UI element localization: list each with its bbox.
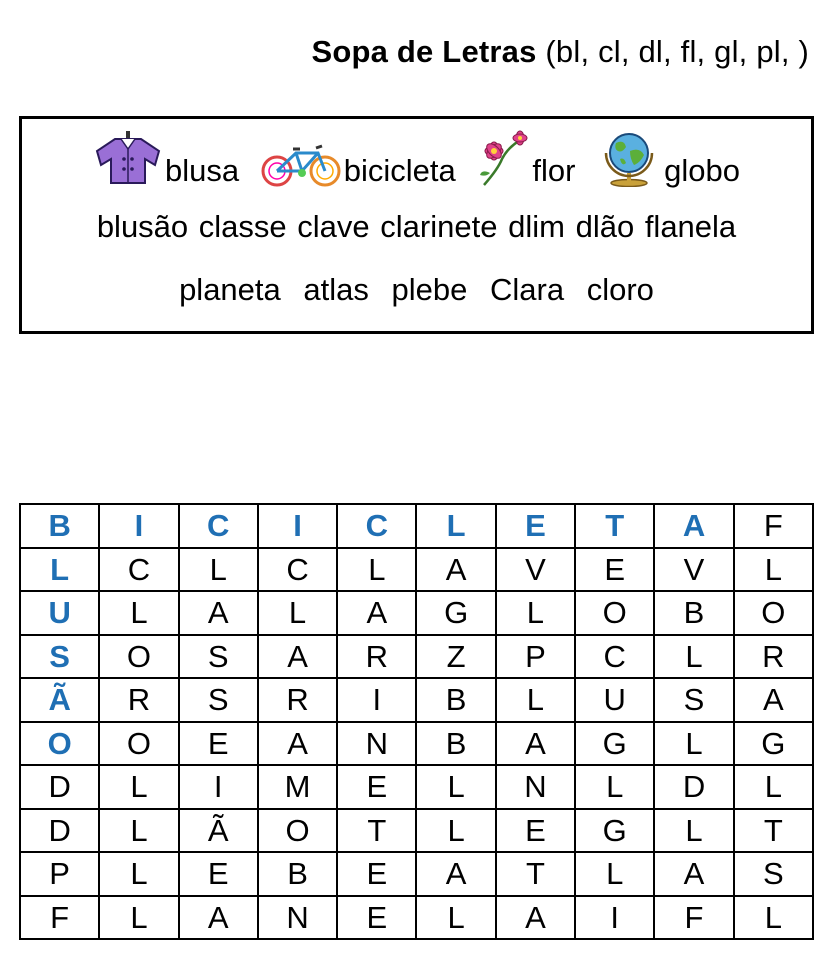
grid-cell: B <box>20 504 99 548</box>
grid-cell: L <box>20 548 99 592</box>
grid-cell: I <box>337 678 416 722</box>
grid-cell: G <box>575 722 654 766</box>
grid-cell: A <box>179 896 258 940</box>
grid-cell: A <box>496 896 575 940</box>
grid-cell: I <box>99 504 178 548</box>
grid-cell: L <box>575 852 654 896</box>
grid-cell: L <box>416 504 495 548</box>
grid-cell: R <box>337 635 416 679</box>
grid-row <box>20 591 813 635</box>
grid-cell: I <box>179 765 258 809</box>
grid-cell: B <box>416 678 495 722</box>
grid-cell: L <box>179 548 258 592</box>
word-list-item: planeta <box>179 272 281 307</box>
grid-cell: E <box>337 896 416 940</box>
grid-cell: L <box>416 765 495 809</box>
picture-word-row <box>22 129 811 197</box>
grid-cell: T <box>496 852 575 896</box>
grid-cell: T <box>575 504 654 548</box>
grid-row <box>20 635 813 679</box>
grid-cell: L <box>734 765 813 809</box>
grid-cell: B <box>416 722 495 766</box>
picture-word-label: globo <box>664 153 740 188</box>
grid-cell: N <box>496 765 575 809</box>
word-list-item: dlão <box>575 209 635 244</box>
globe-icon <box>596 131 662 187</box>
bicycle-icon <box>260 143 342 187</box>
picture-word-label: blusa <box>165 153 240 188</box>
grid-cell: E <box>179 852 258 896</box>
grid-cell: L <box>258 591 337 635</box>
picture-word-flor <box>476 129 575 187</box>
grid-row <box>20 722 813 766</box>
grid-cell: B <box>258 852 337 896</box>
grid-cell: A <box>734 678 813 722</box>
grid-cell: A <box>416 852 495 896</box>
grid-cell: P <box>496 635 575 679</box>
grid-cell: D <box>20 765 99 809</box>
grid-cell: A <box>179 591 258 635</box>
word-list-item: classe <box>198 209 287 244</box>
grid-cell: L <box>654 809 733 853</box>
grid-row <box>20 504 813 548</box>
grid-row <box>20 765 813 809</box>
grid-cell: I <box>258 504 337 548</box>
grid-cell: O <box>258 809 337 853</box>
grid-cell: F <box>734 504 813 548</box>
grid-row <box>20 896 813 940</box>
grid-row <box>20 852 813 896</box>
grid-cell: U <box>20 591 99 635</box>
grid-cell: O <box>99 722 178 766</box>
word-list-box <box>19 116 814 334</box>
grid-cell: L <box>734 896 813 940</box>
grid-cell: R <box>734 635 813 679</box>
grid-cell: A <box>416 548 495 592</box>
word-list-item: dlim <box>508 209 565 244</box>
grid-cell: T <box>337 809 416 853</box>
grid-cell: A <box>337 591 416 635</box>
grid-cell: N <box>258 896 337 940</box>
grid-cell: L <box>416 896 495 940</box>
grid-cell: U <box>575 678 654 722</box>
picture-word-label: flor <box>532 153 576 188</box>
grid-cell: E <box>179 722 258 766</box>
grid-cell: O <box>99 635 178 679</box>
grid-cell: B <box>654 591 733 635</box>
grid-cell: L <box>734 548 813 592</box>
letter-grid <box>19 503 814 940</box>
grid-cell: V <box>496 548 575 592</box>
word-list-item: atlas <box>303 272 369 307</box>
blouse-icon <box>93 129 163 187</box>
grid-cell: C <box>99 548 178 592</box>
grid-cell: R <box>99 678 178 722</box>
grid-cell: E <box>337 852 416 896</box>
word-list-item: clave <box>297 209 370 244</box>
grid-cell: S <box>654 678 733 722</box>
word-list-item: cloro <box>586 272 654 307</box>
grid-cell: O <box>734 591 813 635</box>
grid-cell: D <box>20 809 99 853</box>
grid-cell: L <box>337 548 416 592</box>
grid-cell: L <box>416 809 495 853</box>
grid-cell: E <box>575 548 654 592</box>
grid-cell: G <box>575 809 654 853</box>
word-list-row-3 <box>22 270 811 310</box>
grid-cell: Ã <box>20 678 99 722</box>
grid-cell: M <box>258 765 337 809</box>
grid-cell: C <box>258 548 337 592</box>
grid-cell: P <box>20 852 99 896</box>
grid-cell: S <box>179 678 258 722</box>
grid-cell: C <box>179 504 258 548</box>
word-list-item: Clara <box>490 272 565 307</box>
title-bold: Sopa de Letras <box>311 34 537 69</box>
grid-cell: A <box>258 722 337 766</box>
grid-cell: O <box>575 591 654 635</box>
grid-cell: F <box>20 896 99 940</box>
grid-cell: L <box>496 678 575 722</box>
grid-cell: L <box>654 635 733 679</box>
picture-word-blusa <box>93 129 239 187</box>
grid-cell: Ã <box>179 809 258 853</box>
page-title <box>312 34 809 70</box>
grid-cell: D <box>654 765 733 809</box>
word-list-item: plebe <box>391 272 468 307</box>
grid-cell: G <box>734 722 813 766</box>
grid-cell: C <box>575 635 654 679</box>
grid-cell: F <box>654 896 733 940</box>
grid-cell: E <box>496 504 575 548</box>
grid-cell: A <box>654 504 733 548</box>
grid-row <box>20 809 813 853</box>
grid-cell: S <box>179 635 258 679</box>
grid-cell: S <box>20 635 99 679</box>
word-list-row-2 <box>22 207 811 247</box>
grid-cell: L <box>99 896 178 940</box>
grid-cell: L <box>99 852 178 896</box>
title-subtitle: (bl, cl, dl, fl, gl, pl, ) <box>545 34 809 69</box>
grid-cell: L <box>99 591 178 635</box>
grid-cell: T <box>734 809 813 853</box>
grid-cell: L <box>496 591 575 635</box>
grid-cell: L <box>654 722 733 766</box>
grid-cell: I <box>575 896 654 940</box>
grid-cell: S <box>734 852 813 896</box>
grid-row <box>20 548 813 592</box>
grid-cell: A <box>258 635 337 679</box>
grid-cell: C <box>337 504 416 548</box>
grid-cell: O <box>20 722 99 766</box>
grid-cell: G <box>416 591 495 635</box>
grid-cell: R <box>258 678 337 722</box>
grid-cell: A <box>496 722 575 766</box>
word-list-item: blusão <box>96 209 189 244</box>
grid-cell: E <box>496 809 575 853</box>
picture-word-bicicleta <box>260 143 456 187</box>
grid-cell: V <box>654 548 733 592</box>
grid-cell: N <box>337 722 416 766</box>
grid-row <box>20 678 813 722</box>
grid-cell: Z <box>416 635 495 679</box>
grid-cell: A <box>654 852 733 896</box>
word-list-item: clarinete <box>380 209 498 244</box>
word-list-item: flanela <box>644 209 737 244</box>
grid-cell: E <box>337 765 416 809</box>
flower-icon <box>476 129 530 187</box>
picture-word-globo <box>596 131 740 187</box>
picture-word-label: bicicleta <box>343 153 456 188</box>
grid-cell: L <box>575 765 654 809</box>
grid-cell: L <box>99 765 178 809</box>
grid-cell: L <box>99 809 178 853</box>
